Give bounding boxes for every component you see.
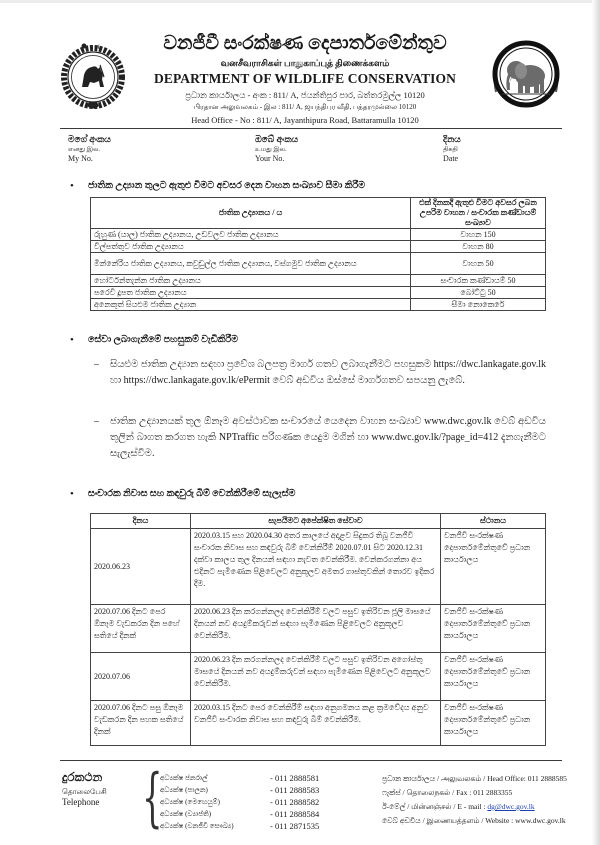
my-number-field [68, 133, 218, 164]
column-header-place: ස්ථානය [441, 514, 546, 529]
phone-label: අධ්‍යක්ෂ (මෙහෙයුම්) [160, 798, 220, 806]
column-header-date: දිනය [91, 514, 191, 529]
table-row [91, 605, 546, 653]
table-row [91, 253, 546, 275]
section-heading-vehicle-limits: ජාතික උද්‍යාන තුලට ඇතුළු වීමට අවසර දෙන වාහන සංඛ්‍යාව සීමා කිරීම [88, 181, 366, 191]
dash-icon: – [94, 359, 99, 370]
phone-label: අධ්‍යක්ෂ (වනජීවී සෞඛ්‍ය) [160, 822, 234, 830]
date-label-si: දිනය [443, 134, 461, 144]
footer-divider [60, 760, 562, 761]
limit-cell: බෝට්ටු 50 [411, 287, 546, 299]
telephone-label-si: දුරකථන [62, 770, 103, 784]
service-cell: 2020.06.23 දින කරගන්නලද වෙන්කිරීම් වලට පසුව ඉතිරිවන ජූලි මාසයේ දිනයන් නව අයදුම්කරුවන් සඳහා පැමිණෙන පිළිවෙලට අනුකූලව වෙන්කිරීම. [191, 605, 441, 653]
header-divider [60, 128, 562, 129]
my-number-label-si: මගේ අංකය [68, 134, 111, 144]
service-cell: 2020.06.23 දින කරගන්නලද වෙන්කිරීම් වලට පසුව ඉතිරිවන අගෝස්තු මාසයේ දිනයන් නව අයදුම්කරුවන් සඳහා පැමිණෙන පිළිවෙලට අනුකූලව වෙන්කිරීම. [191, 653, 441, 701]
table-row [91, 287, 546, 299]
phone-number: - 011 2871535 [270, 821, 320, 831]
fax-contact [382, 787, 594, 799]
address-tamil: பிரதான அலுவலகம் - இல : 811/ A, ஜயந்திபுர வீதி, பத்தரமுல்லை 10120 [193, 103, 417, 111]
contact-value: 011 2888585 [527, 774, 567, 783]
telephone-label-ta: தொலைபேசி [62, 787, 107, 796]
email-link[interactable]: dg@dwc.gov.lk [487, 802, 535, 811]
address-sinhala: ප්‍රධාන කාර්යාලය - අංක : 811/ A, ජයන්තිපුර පාර, බත්තරමුල්ල 10120 [185, 90, 425, 100]
place-cell: වනජීවී සංරක්ෂණ දෙපාර්තමේන්තුවේ ප්‍රධාන කාර්යාලය [441, 701, 546, 746]
address-english: Head Office - No : 811/ A, Jayanthipura Road, Battaramulla 10120 [191, 115, 419, 125]
date-label-en: Date [443, 154, 459, 163]
date-label-ta: திகதி [443, 146, 458, 153]
park-cell: අනෙකුත් සියළුම ජාතික උද්‍යාන [91, 299, 411, 311]
department-title-english: DEPARTMENT OF WILDLIFE CONSERVATION [154, 71, 456, 86]
date-cell: 2020.07.06 [91, 653, 191, 701]
phone-number: - 011 2888583 [270, 785, 320, 795]
service-cell: 2020.03.15 දිනට පෙර වෙන්කිරීම් සඳහා අනුගමනය කළ ක්‍රමවේදය අනුව වනජීවී සංචාරක නිවාස සහ කඳවුරු බිම් වෙන්කිරීම. [191, 701, 441, 746]
vehicle-limit-table [90, 197, 546, 311]
limit-cell: සංචාරක කණ්ඩායම් 50 [411, 275, 546, 287]
contact-label: ප්‍රධාන කාර්යාලය / அலுவலகம் / Head Office: [382, 774, 528, 783]
website-contact [382, 815, 594, 827]
park-cell: පරෙවි දූපත ජාතික උද්‍යානය [91, 287, 411, 299]
your-number-label-ta: உமது இல. [255, 146, 287, 153]
park-cell: හෝර්ටන්තැන්න ජාතික උද්‍යානය [91, 275, 411, 287]
limit-cell: සීමා නොකෙරේ [411, 299, 546, 311]
dash-icon: – [94, 416, 99, 427]
bullet-icon: • [70, 180, 74, 192]
phone-number: - 011 2888582 [270, 797, 320, 807]
service-cell: 2020.03.15 සහ 2020.04.30 අතර කාලයේ අදාළව සිදුකර තිබූ වනජීවී සංචාරක නිවාස සහ කඳවුරු බිම් වෙන්කිරීම් 2020.07.01 සිට 2020.12.31 දක්වා කාලය තුල දිනයන් සඳහා නැවත වෙන්කිරීම. වෙන්කරගන්නා අය එදිනට පැමිණෙන පිළිවෙලට අනුකූලව අමතර ගාස්තුවකින් තොරව ඉදිකර දීම. [191, 529, 441, 605]
column-header-service: සැපයීමට අපේක්ෂිත සේවාව [191, 514, 441, 529]
table-header-row [91, 198, 546, 229]
table-header-row [91, 514, 546, 529]
date-cell: 2020.06.23 [91, 529, 191, 605]
limit-cell: වාහන 50 [411, 253, 546, 275]
department-title-tamil: வனசீவராசிகள் பாதுகாப்புத் திணைக்களம் [220, 58, 390, 68]
department-title-sinhala: වනජීවී සංරක්ෂණ දෙපාර්තමේන්තුව [163, 33, 447, 54]
date-cell: 2020.07.06 දිනට පසු ඕනෑම වැඩකරන දින පහක සතියේ දිනක් [91, 701, 191, 746]
phone-label: අධ්‍යක්ෂ ජනරාල් [160, 774, 208, 782]
table-row [91, 229, 546, 241]
table-row [91, 653, 546, 701]
website-value: www.dwc.gov.lk [515, 816, 566, 825]
nptraffic-paragraph: ජාතික උද්‍යානයක් තුල ඕනෑම අවස්ථාවක සංචාරයේ යෙදෙන වාහන සංඛ්‍යාව www.dwc.gov.lk වෙබ් අඩවිය තුලින් බාගත කරගත හැකි NPTraffic පරිගණක යෙදුම මගින් හා www.dwc.gov.lk/?page_id=412 දැනගැනීමට සැලැස්වීම. [110, 416, 546, 459]
scan-right-edge [592, 0, 600, 845]
brace-icon: { [142, 761, 163, 835]
phone-label: අධ්‍යක්ෂ (ව්‍යාප්ති) [160, 810, 212, 818]
table-row [91, 241, 546, 253]
contact-label: වෙබ් අඩවිය / இணையத்தளம் / Website : [382, 816, 516, 825]
date-field [443, 133, 593, 164]
your-number-label-si: ඔබේ අංකය [255, 134, 299, 144]
limit-cell: වාහන 80 [411, 241, 546, 253]
contact-value: 011 2883355 [473, 788, 513, 797]
place-cell: වනජීවී සංරක්ෂණ දෙපාර්තමේන්තුවේ ප්‍රධාන කාර්යාලය [441, 529, 546, 605]
column-header-park: ජාතික උද්‍යානය / ය [91, 198, 411, 229]
scan-top-edge [0, 0, 600, 3]
your-number-label-en: Your No. [255, 154, 285, 163]
email-contact [382, 801, 594, 813]
park-cell: රුහුණ (යාල) ජාතික උද්‍යානය, උඩවලව ජාතික උද්‍යානය [91, 229, 411, 241]
place-cell: වනජීවී සංරක්ෂණ දෙපාර්තමේන්තුවේ ප්‍රධාන කාර්යාලය [441, 653, 546, 701]
head-office-contact [382, 773, 594, 785]
online-permit-paragraph: සියළුම ජාතික උද්‍යාන සඳහා ප්‍රවේශ බලපත්‍ර මාර්ග ගතව ලබාගැනීමට පහසුකම https://dwc.lankagate.gov.lk හා https://dwc.lankagate.gov.lk/ePermit වෙබ් අඩවිය ඔස්සේ මාර්ගගතව සපයනු ලැබේ. [110, 359, 546, 386]
column-header-limit: එක් දිනකදී ඇතුළු වීමට අවසර ලබන උපරිම වාහන / සංචාරක කණ්ඩායම් සංඛ්‍යාව [411, 198, 546, 229]
booking-schedule-table [90, 513, 546, 746]
bullet-icon: • [70, 334, 74, 346]
contact-label: ෆැක්ස් / தொலைநகல் / Fax : [382, 788, 474, 797]
phone-label: අධ්‍යක්ෂ (පාලන) [160, 786, 208, 794]
section-heading-service-facilities: සේවා ලබාගැනීමේ පහසුකම් වැඩිකිරීම [88, 335, 239, 345]
elephant-logo-icon [490, 34, 562, 114]
telephone-label-en: Telephone [62, 797, 100, 807]
table-row [91, 701, 546, 746]
date-cell: 2020.07.06 දිනට පෙර ඕනෑම වැඩකරන දින පහේ සතියේ දිනක් [91, 605, 191, 653]
park-cell: විල්පත්තුව ජාතික උද්‍යානය [91, 241, 411, 253]
my-number-label-ta: எனது இல. [68, 146, 100, 153]
your-number-field [255, 133, 405, 164]
bullet-icon: • [70, 488, 74, 500]
phone-number: - 011 2888581 [270, 773, 320, 783]
phone-number: - 011 2888584 [270, 809, 320, 819]
sri-lanka-emblem-icon [60, 40, 126, 110]
limit-cell: වාහන 150 [411, 229, 546, 241]
my-number-label-en: My No. [68, 154, 93, 163]
table-row [91, 275, 546, 287]
contact-label: ඊ-මේල් / மின்னஞ்சல் / E - mail : [382, 802, 488, 811]
table-row [91, 299, 546, 311]
table-row [91, 529, 546, 605]
place-cell: වනජීවී සංරක්ෂණ දෙපාර්තමේන්තුවේ ප්‍රධාන කාර්යාලය [441, 605, 546, 653]
section-heading-bungalow-booking: සංචාරක නිවාස සහ කඳවුරු බිම් වෙන්කිරීමේ සැලැස්ම [88, 489, 296, 499]
park-cell: මින්නේරිය ජාතික උද්‍යානය, කවුඩුල්ල ජාතික උද්‍යානය, වස්ගමුව ජාතික උද්‍යානය [91, 253, 411, 275]
